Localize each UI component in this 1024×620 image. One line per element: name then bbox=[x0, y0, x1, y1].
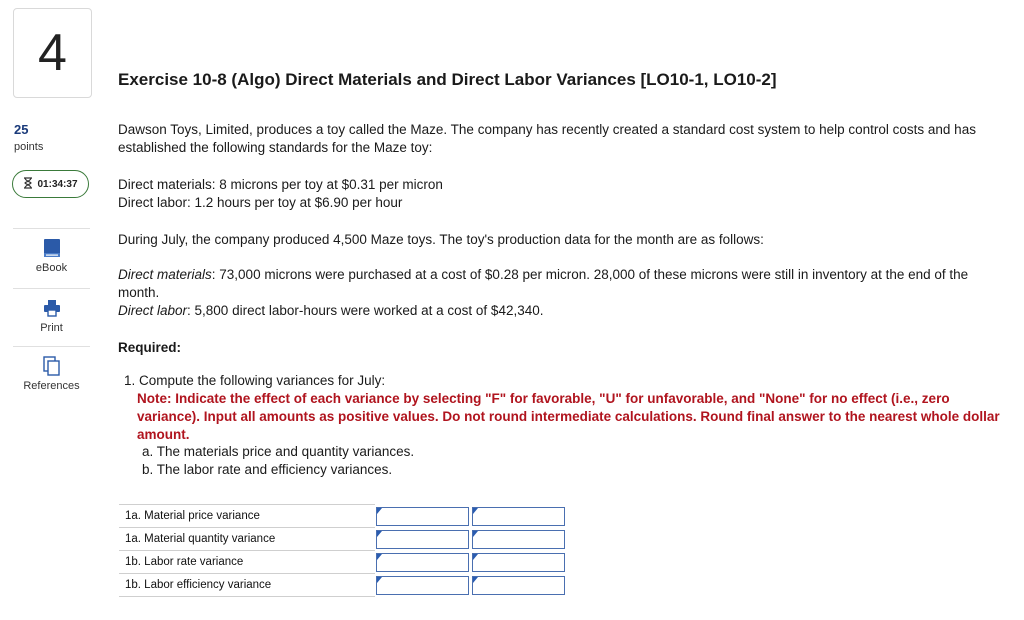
print-label: Print bbox=[40, 322, 63, 334]
ebook-button[interactable] bbox=[13, 228, 90, 284]
standard-labor: Direct labor: 1.2 hours per toy at $6.90 per hour bbox=[118, 195, 403, 210]
timer-value: 01:34:37 bbox=[37, 178, 78, 190]
instruction-note: Note: Indicate the effect of each variance by selecting "F" for favorable, "U" for unfavorable, and "None" for no effect (i.e., zero variance). Input all amounts as positive values. Do not round intermediate calculations. Round final answer to the nearest whole dollar amount. bbox=[137, 391, 1000, 442]
effect-select[interactable] bbox=[472, 553, 565, 572]
sub-task-b: b. The labor rate and efficiency variances. bbox=[142, 462, 393, 477]
row-label: 1a. Material quantity variance bbox=[119, 528, 375, 551]
direct-labor-data bbox=[118, 302, 1013, 320]
effect-select[interactable] bbox=[472, 507, 565, 526]
required-heading: Required: bbox=[118, 340, 182, 355]
row-label: 1a. Material price variance bbox=[119, 505, 375, 528]
row-label: 1b. Labor efficiency variance bbox=[119, 574, 375, 597]
timer[interactable] bbox=[12, 170, 89, 198]
table-row bbox=[119, 528, 567, 551]
ebook-label: eBook bbox=[35, 262, 68, 274]
references-icon bbox=[43, 355, 61, 377]
intro-text: Dawson Toys, Limited, produces a toy called the Maze. The company has recently created a standard cost system to help control costs and has established the following standards for the Maze toy: bbox=[118, 122, 976, 155]
table-row bbox=[119, 574, 567, 597]
amount-input[interactable] bbox=[376, 553, 469, 572]
question-number: 4 bbox=[13, 8, 92, 98]
standard-materials: Direct materials: 8 microns per toy at $0.31 per micron bbox=[118, 177, 443, 192]
print-button[interactable] bbox=[13, 288, 90, 344]
references-label: References bbox=[23, 380, 80, 392]
direct-materials-label: Direct materials bbox=[118, 267, 212, 282]
amount-input[interactable] bbox=[376, 530, 469, 549]
direct-labor-label: Direct labor bbox=[118, 303, 188, 318]
task-text: 1. Compute the following variances for July: bbox=[124, 373, 386, 388]
amount-input[interactable] bbox=[376, 507, 469, 526]
points-label: points bbox=[14, 141, 44, 153]
effect-select[interactable] bbox=[472, 576, 565, 595]
row-label: 1b. Labor rate variance bbox=[119, 551, 375, 574]
amount-input[interactable] bbox=[376, 576, 469, 595]
table-row bbox=[119, 505, 567, 528]
book-icon bbox=[43, 237, 61, 259]
hourglass-icon bbox=[23, 177, 33, 192]
direct-materials-data bbox=[118, 266, 1013, 302]
direct-materials-text: : 73,000 microns were purchased at a cost of $0.28 per micron. 28,000 of these microns were still in inventory at the end of the month. bbox=[118, 267, 969, 300]
direct-labor-text: : 5,800 direct labor-hours were worked at a cost of $42,340. bbox=[187, 303, 544, 318]
table-row bbox=[119, 551, 567, 574]
references-button[interactable] bbox=[13, 346, 90, 404]
variance-answer-table bbox=[119, 504, 567, 597]
printer-icon bbox=[43, 297, 61, 319]
effect-select[interactable] bbox=[472, 530, 565, 549]
production-text: During July, the company produced 4,500 Maze toys. The toy's production data for the month are as follows: bbox=[118, 232, 764, 247]
exercise-title: Exercise 10-8 (Algo) Direct Materials and Direct Labor Variances [LO10-1, LO10-2] bbox=[118, 70, 777, 89]
sub-task-a: a. The materials price and quantity variances. bbox=[142, 444, 415, 459]
points-value: 25 bbox=[14, 122, 29, 137]
